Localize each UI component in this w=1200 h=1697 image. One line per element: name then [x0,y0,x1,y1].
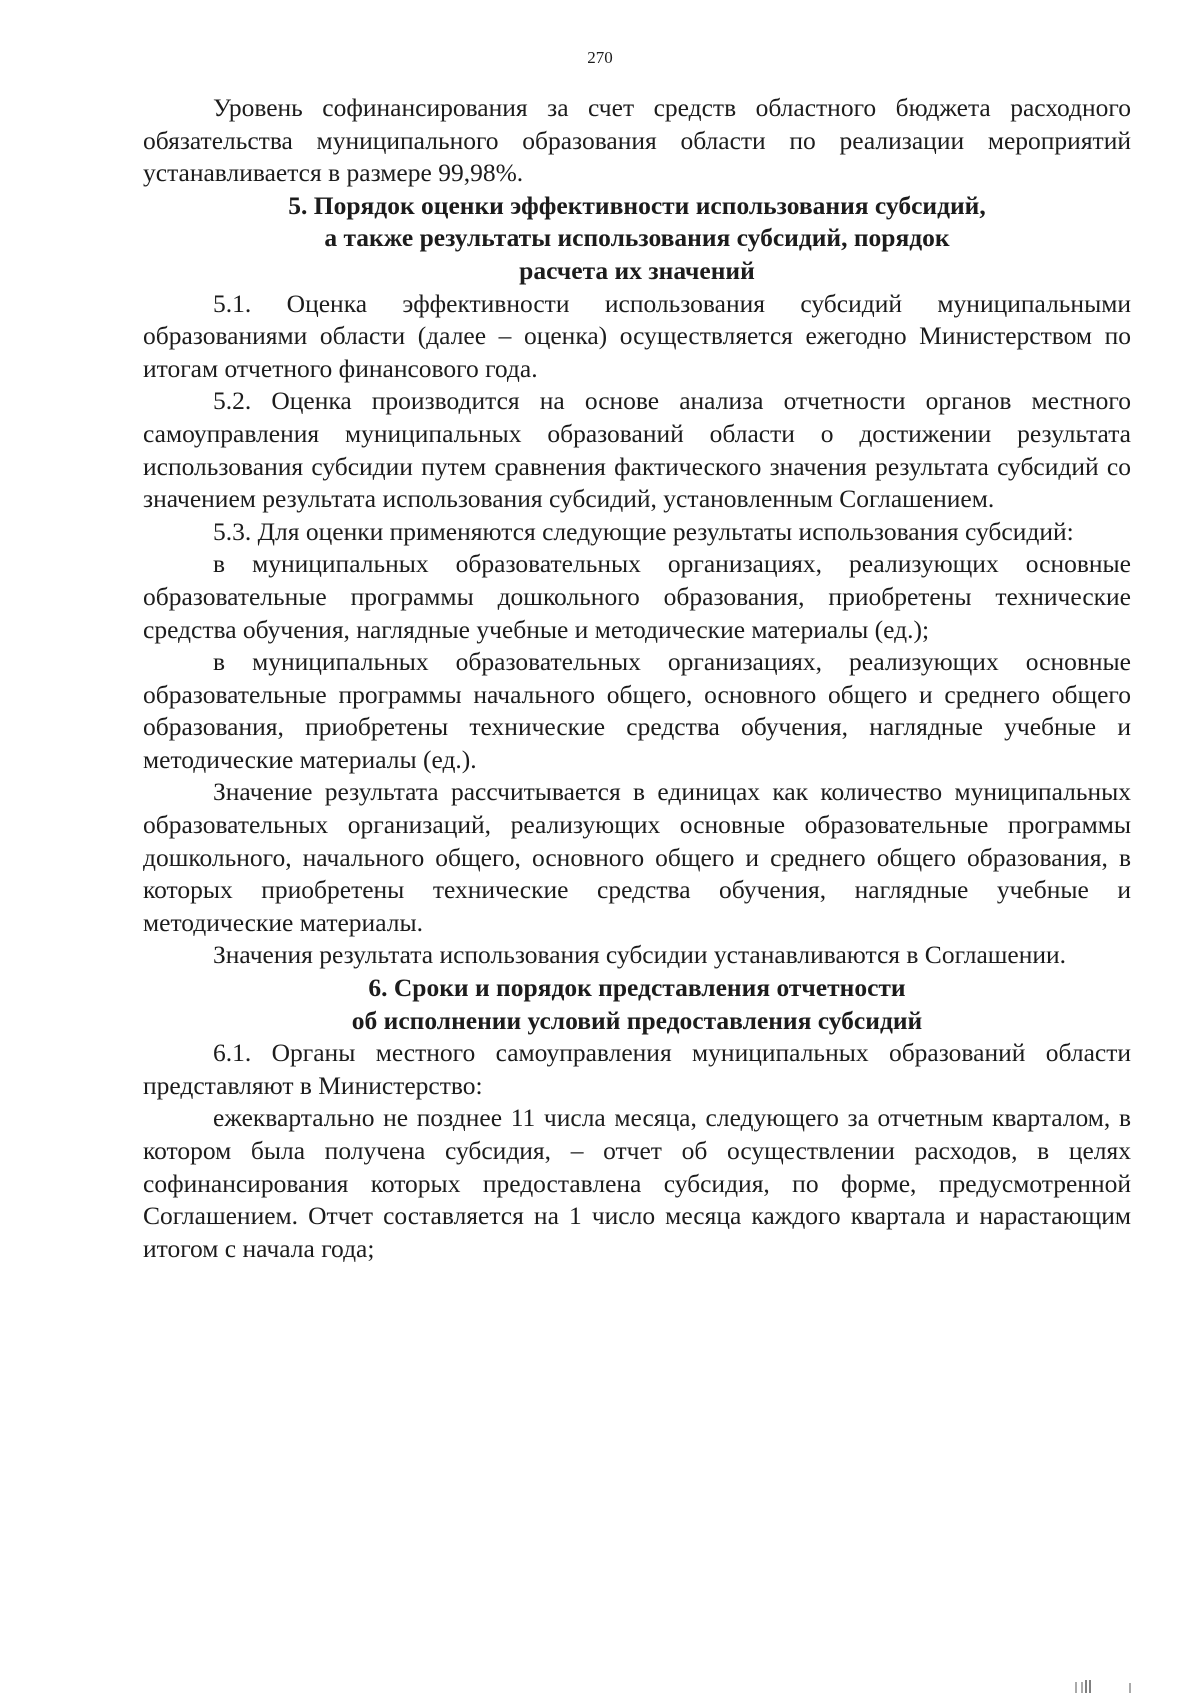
section-6-heading-line: об исполнении условий предоставления субсидий [351,1005,923,1035]
document-body [143,92,1131,1265]
scan-artifact [1030,1679,1140,1693]
result-values-paragraph: Значения результата использования субсидии устанавливаются в Соглашении. [213,940,1067,970]
section-5-heading-line: расчета их значений [519,255,755,285]
paragraph-5-3: 5.3. Для оценки применяются следующие результаты использования субсидий: [213,516,1074,546]
paragraph-6-1: 6.1. Органы местного самоуправления муниципальных образований области представляют в Министерство: [143,1038,1131,1100]
paragraph-5-1: 5.1. Оценка эффективности использования субсидий муниципальными образованиями области (далее – оценка) осуществляется ежегодно Министерством по итогам отчетного финансового года. [143,288,1131,383]
page-number: 270 [587,48,613,67]
intro-paragraph: Уровень софинансирования за счет средств областного бюджета расходного обязательства муниципального образования области по реализации мероприятий устанавливается в размере 99,98%. [143,93,1131,188]
section-6-heading [143,972,1131,1037]
section-5-heading-line: а также результаты использования субсидий, порядок [324,223,950,253]
result-calculation-paragraph: Значение результата рассчитывается в единицах как количество муниципальных образовательных организаций, реализующих основные образовательные программы дошкольного, начального общего, основного общего и среднего общего образования, в которых приобретены технические средства обучения, наглядные учебные и методические материалы. [143,777,1131,937]
paragraph-5-2: 5.2. Оценка производится на основе анализа отчетности органов местного самоуправления муниципальных образований области о достижении результата использования субсидии путем сравнения фактического значения результата субсидий со значением результата использования субсидий, установленным Соглашением. [143,386,1131,514]
quarterly-report-paragraph: ежеквартально не позднее 11 числа месяца, следующего за отчетным кварталом, в котором была получена субсидия, – отчет об осуществлении расходов, в целях софинансирования которых предоставлена субсидия, по форме, предусмотренной Соглашением. Отчет составляется на 1 число месяца каждого квартала и нарастающим итогом с начала года; [143,1103,1131,1263]
result-item-general: в муниципальных образовательных организациях, реализующих основные образовательные программы начального общего, основного общего и среднего общего образования, приобретены технические средства обучения, наглядные учебные и методические материалы (ед.). [143,647,1131,774]
section-5-heading-line: 5. Порядок оценки эффективности использования субсидий, [288,190,986,220]
section-6-heading-line: 6. Сроки и порядок представления отчетности [368,973,906,1003]
result-item-preschool: в муниципальных образовательных организациях, реализующих основные образовательные программы дошкольного образования, приобретены технические средства обучения, наглядные учебные и методические материалы (ед.); [143,549,1131,644]
section-5-heading [143,190,1131,288]
